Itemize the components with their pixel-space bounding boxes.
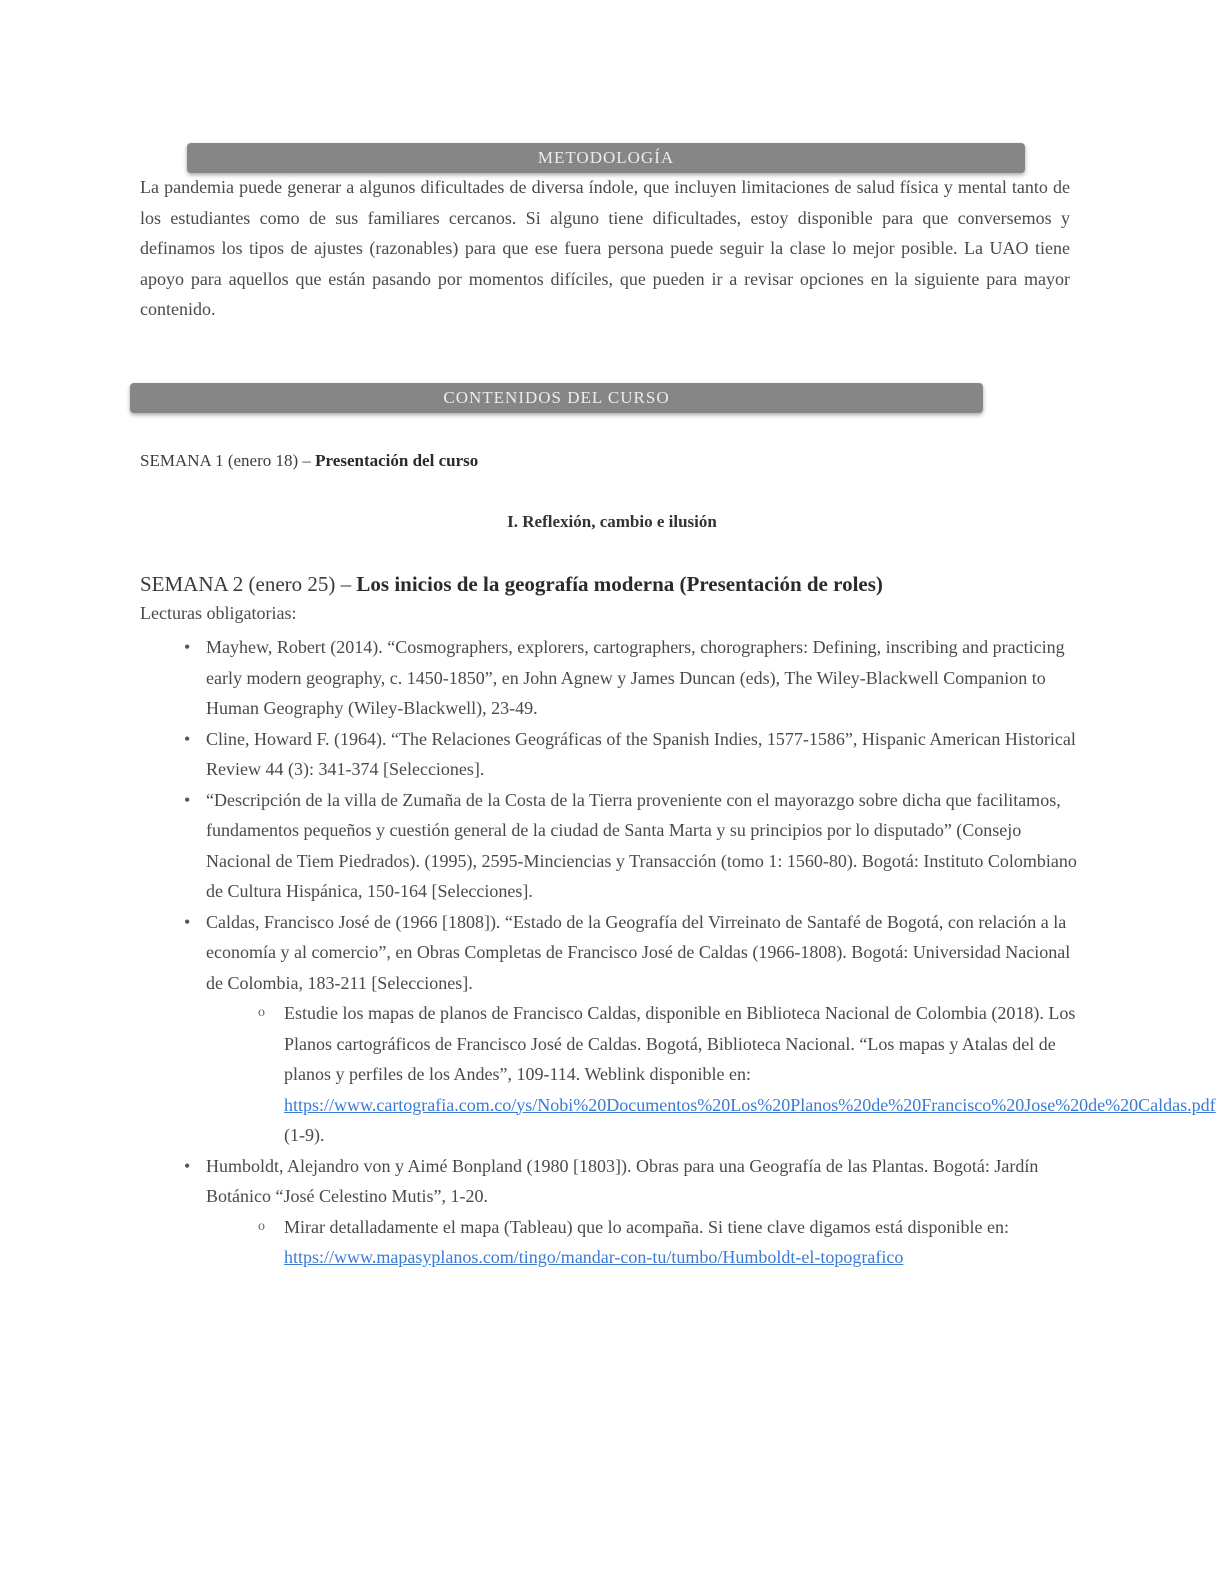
reference-subitem-text: Mirar detalladamente el mapa (Tableau) que lo acompaña. Si tiene clave digamos está disponible en: (284, 1216, 1009, 1237)
week-2-prefix: SEMANA 2 (enero 25) – (140, 572, 352, 596)
week-1-title: Presentación del curso (315, 451, 479, 470)
reference-subitem-after: (1-9). (284, 1125, 325, 1145)
reference-text: “Descripción de la villa de Zumaña de la Costa de la Tierra proveniente con el mayorazgo sobre dicha que facilitamos, fundamentos pequeños y cuestión general de la ciudad de Santa Marta y su principios por lo disputado” (Consejo Nacional de Tiem Piedrados). (1995), 2595-Minciencias y Transacción (tomo 1: 1560-80). Bogotá: Instituto Colombiano de Cultura Hispánica, 150-164 [Selecciones]. (206, 789, 1077, 901)
week-2-heading (140, 570, 1070, 598)
reference-sublist (206, 1212, 1080, 1273)
section-banner-metodologia: METODOLOGÍA (187, 143, 1025, 173)
section-banner-contenidos: CONTENIDOS DEL CURSO (130, 383, 983, 413)
intro-paragraph: La pandemia puede generar a algunos dificultades de diversa índole, que incluyen limitaciones de salud física y mental tanto de los estudiantes como de sus familiares cercanos. Si alguno tiene dificultades, estoy disponible para que conversemos y definamos los tipos de ajustes (razonables) para que ese fuera persona puede seguir la clase lo mejor posible. La UAO tiene apoyo para aquellos que están pasando por momentos difíciles, que pueden ir a revisar opciones en la siguiente para mayor contenido. (140, 177, 1070, 319)
reference-item (206, 785, 1080, 907)
reference-text: Humboldt, Alejandro von y Aimé Bonpland (1980 [1803]). Obras para una Geografía de las Plantas. Bogotá: Jardín Botánico “José Celestino Mutis”, 1-20. (206, 1155, 1039, 1206)
week-1-heading (140, 447, 1070, 475)
reference-sublist (206, 998, 1216, 1151)
reference-text: Caldas, Francisco José de (1966 [1808]). “Estado de la Geografía del Virreinato de Santafé de Bogotá, con relación a la economía y al comercio”, en Obras Completas de Francisco José de Caldas (1966-1808). Bogotá: Universidad Nacional de Colombia, 183-211 [Selecciones]. (206, 911, 1071, 993)
unit-title: I. Reflexión, cambio e ilusión (507, 512, 717, 531)
reference-text: Mayhew, Robert (2014). “Cosmographers, explorers, cartographers, chorographers: Defining, inscribing and practicing early modern geography, c. 1450-1850”, en John Agnew y James Duncan (eds), The Wiley-Blackwell Companion to Human Geography (Wiley-Blackwell), 23-49. (206, 637, 1065, 718)
humboldt-map-link[interactable]: https://www.mapasyplanos.com/tingo/mandar-con-tu/tumbo/Humboldt-el-topografico (284, 1247, 904, 1267)
reference-list (140, 632, 1216, 1273)
readings-label: Lecturas obligatorias: (140, 603, 297, 623)
caldas-maps-link[interactable]: https://www.cartografia.com.co/ys/Nobi%20Documentos%20Los%20Planos%20de%20Francisco%20Jose%20de%20Caldas.pdf (284, 1094, 1216, 1115)
reference-item (206, 907, 1216, 1151)
reference-item (206, 1151, 1080, 1273)
reference-text: Cline, Howard F. (1964). “The Relaciones Geográficas of the Spanish Indies, 1577-1586”, Hispanic American Historical Review 44 (3): 341-374 [Selecciones]. (206, 728, 1076, 779)
reference-subitem (284, 998, 1216, 1151)
reference-subitem-text: Estudie los mapas de planos de Francisco Caldas, disponible en Biblioteca Nacional de Colombia (2018). Los Planos cartográficos de Francisco José de Caldas. Bogotá, Biblioteca Nacional. “Los mapas y Atalas del de planos y perfiles de los Andes”, 109-114. Weblink disponible en: (284, 1003, 1076, 1084)
week-1-prefix: SEMANA 1 (enero 18) – (140, 451, 311, 470)
reference-item (206, 724, 1080, 785)
reference-item (206, 632, 1080, 724)
reference-subitem (284, 1212, 1080, 1273)
week-2-title: Los inicios de la geografía moderna (Presentación de roles) (356, 572, 883, 596)
